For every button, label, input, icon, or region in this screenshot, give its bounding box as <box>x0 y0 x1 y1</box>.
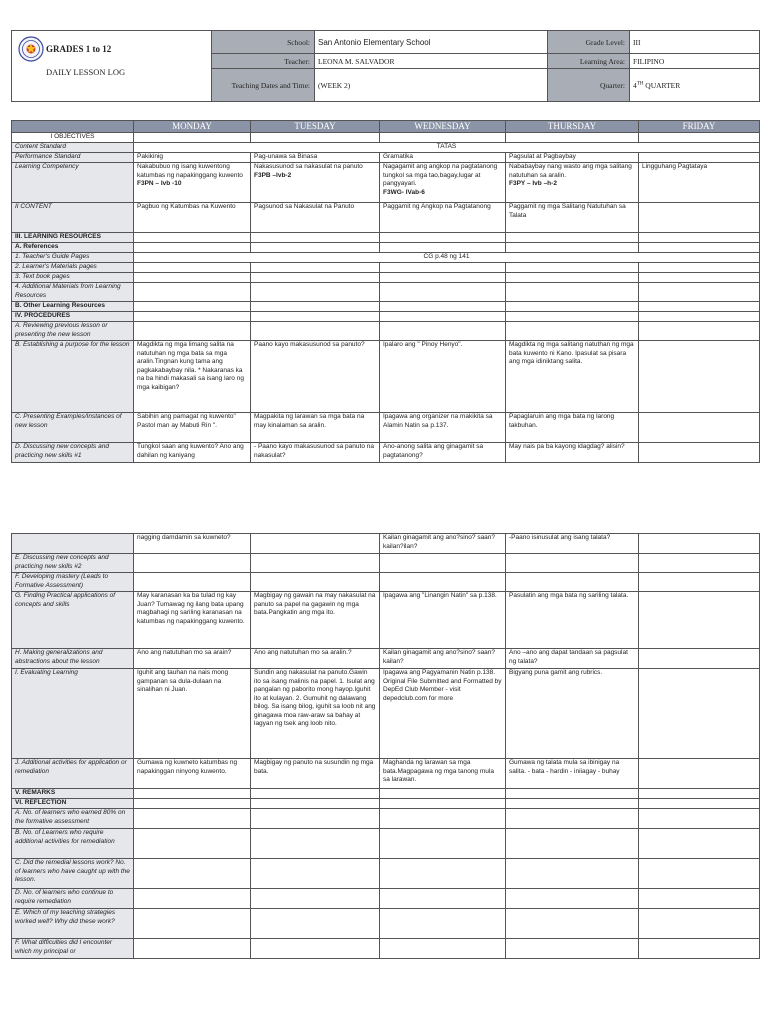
log-row <box>12 909 760 939</box>
section-heading-cell: V. REMARKS <box>12 789 134 799</box>
day-cell-friday <box>639 759 760 789</box>
empty-cell <box>134 133 251 143</box>
day-cell-tuesday <box>251 809 380 829</box>
day-cell-monday <box>134 759 251 789</box>
row-label-cell: A. Reviewing previous lesson or presenting the new lesson <box>12 322 134 341</box>
competency-code: F3WG- IVab-6 <box>383 188 425 196</box>
empty-cell <box>380 799 506 809</box>
day-header-thursday: THURSDAY <box>506 121 639 133</box>
day-cell-monday <box>134 909 251 939</box>
day-cell-thursday <box>506 443 639 463</box>
day-cell-wednesday <box>380 759 506 789</box>
day-cell-friday <box>639 273 760 283</box>
empty-cell <box>251 233 380 243</box>
deped-seal-icon <box>18 36 44 62</box>
grade-level-label: Grade Level: <box>548 31 630 54</box>
row-label-cell: C. Presenting Examples/Instances of new lesson <box>12 413 134 443</box>
day-cell-thursday <box>506 263 639 273</box>
cell-text: Gumawa ng kuwneto katumbas ng napakinggan ninyong kuwento. <box>137 759 238 775</box>
cell-text: Nababaybay nang wasto ang mga salitang natutuhan sa aralin. <box>509 163 632 179</box>
row-label-cell: 1. Teacher's Guide Pages <box>12 253 134 263</box>
row-label-cell: G. Finding Practical applications of concepts and skills <box>12 592 134 649</box>
row-label-cell: 4. Additional Materials from Learning Resources <box>12 283 134 302</box>
teaching-dates-label: Teaching Dates and Time: <box>212 69 315 102</box>
cell-text: Pasulatin ang mga bata ng sariling talata. <box>509 592 629 599</box>
empty-cell <box>506 243 639 253</box>
day-cell-wednesday <box>380 413 506 443</box>
row-label-cell: 3. Text book pages <box>12 273 134 283</box>
day-cell-tuesday <box>251 153 380 163</box>
row-label-cell: D. Discussing new concepts and practicing new skills #1 <box>12 443 134 463</box>
competency-code: F3PY – Ivb –h-2 <box>509 180 557 187</box>
empty-cell <box>639 799 760 809</box>
day-cell-friday <box>639 554 760 573</box>
day-cell-thursday <box>506 859 639 889</box>
competency-code: F3PN – Ivb -10 <box>137 180 182 187</box>
day-cell-tuesday <box>251 534 380 554</box>
day-cell-tuesday <box>251 889 380 909</box>
row-label-cell: Content Standard <box>12 143 134 153</box>
cell-text: Ano-anong salita ang ginagamit sa pagtatanong? <box>383 443 484 459</box>
day-cell-thursday <box>506 554 639 573</box>
day-cell-friday <box>639 889 760 909</box>
row-label-cell: E. Which of my teaching strategies worked well? Why did these work? <box>12 909 134 939</box>
empty-cell <box>506 799 639 809</box>
cell-text: Magbigay ng panuto na susundin ng mga bata. <box>254 759 374 775</box>
row-label-cell: J. Additional activities for application or remediation <box>12 759 134 789</box>
day-cell-monday <box>134 939 251 959</box>
log-row <box>12 939 760 959</box>
empty-cell <box>134 312 251 322</box>
section-heading-cell: A. References <box>12 243 134 253</box>
day-header-row <box>12 121 760 133</box>
empty-cell <box>380 133 506 143</box>
day-cell-thursday <box>506 163 639 203</box>
day-cell-friday <box>639 153 760 163</box>
day-cell-wednesday <box>380 283 506 302</box>
log-row <box>12 243 760 253</box>
empty-cell <box>506 789 639 799</box>
cell-text: Paggamit ng Angkop na Pagtatanong <box>383 203 491 210</box>
day-cell-wednesday <box>380 669 506 759</box>
daily-lesson-log-title: DAILY LESSON LOG <box>46 67 126 77</box>
teaching-dates-value: (WEEK 2) <box>315 69 548 102</box>
cell-text: Tungkol saan ang kuwento? Ano ang dahilan ng kaniyang <box>137 443 244 459</box>
empty-cell <box>251 799 380 809</box>
cell-text: Ipagawa ang "Linangin Natin" sa p.138. <box>383 592 497 599</box>
row-label-cell: F. What difficulties did I encounter which my principal or <box>12 939 134 959</box>
day-cell-wednesday <box>380 829 506 859</box>
quarter-label: Quarter: <box>548 69 630 102</box>
day-cell-friday <box>639 669 760 759</box>
competency-code: F3PB –Ivb-2 <box>254 171 292 179</box>
day-cell-tuesday <box>251 669 380 759</box>
day-cell-wednesday <box>380 649 506 669</box>
log-row <box>12 203 760 233</box>
log-row <box>12 312 760 322</box>
log-row <box>12 322 760 341</box>
day-cell-wednesday <box>380 273 506 283</box>
log-row <box>12 554 760 573</box>
day-cell-friday <box>639 573 760 592</box>
row-label-cell: II CONTENT <box>12 203 134 233</box>
cell-text: Paano kayo makasusunod sa panuto? <box>254 341 365 348</box>
day-cell-thursday <box>506 649 639 669</box>
log-row <box>12 341 760 413</box>
cell-text: -Paano isinusulat ang isang talata? <box>509 534 611 541</box>
day-cell-thursday <box>506 592 639 649</box>
day-cell-monday <box>134 554 251 573</box>
quarter-value: 4TH QUARTER <box>630 69 760 102</box>
day-cell-monday <box>134 341 251 413</box>
day-cell-tuesday <box>251 829 380 859</box>
section-heading-cell: VI. REFLECTION <box>12 799 134 809</box>
cell-text: Pagsulat at Pagbaybay <box>509 153 576 160</box>
cell-text: Pagbuo ng Katumbas na Kuwento <box>137 203 236 210</box>
day-cell-monday <box>134 263 251 273</box>
row-label-cell: A. No. of learners who earned 80% on the formative assessment <box>12 809 134 829</box>
day-cell-tuesday <box>251 909 380 939</box>
day-cell-thursday <box>506 273 639 283</box>
empty-cell <box>134 799 251 809</box>
cell-text: Magdikta ng mga salitang natuthan ng mga bata kuwento ni Kano. Ipasulat sa pisara ang mga idiniktang salita. <box>509 341 634 365</box>
merged-value-cell: CG p.48 ng 141 <box>134 253 760 263</box>
section-heading-cell: III. LEARNING RESOURCES <box>12 233 134 243</box>
day-cell-wednesday <box>380 859 506 889</box>
day-cell-thursday <box>506 759 639 789</box>
school-label: School: <box>212 31 315 54</box>
cell-text: Magpakita ng larawan sa mga bata na may kinalaman sa aralin. <box>254 413 365 429</box>
log-row <box>12 759 760 789</box>
cell-text: Magbigay ng gawain na may nakasulat na panuto sa papel na gagawin ng mga bata.Pangkatin ang mga ito. <box>254 592 376 616</box>
day-cell-thursday <box>506 413 639 443</box>
empty-cell <box>506 312 639 322</box>
day-cell-wednesday <box>380 554 506 573</box>
empty-cell <box>639 243 760 253</box>
day-cell-tuesday <box>251 283 380 302</box>
day-cell-friday <box>639 534 760 554</box>
empty-cell <box>134 233 251 243</box>
cell-text: Ipagawa ang Pagyamanin Natin p.138. Original File Submitted and Formatted by DepEd Club Member - visit depedclub.com for more <box>383 669 502 702</box>
day-cell-wednesday <box>380 534 506 554</box>
day-cell-friday <box>639 283 760 302</box>
day-cell-tuesday <box>251 163 380 203</box>
day-cell-thursday <box>506 909 639 939</box>
day-cell-wednesday <box>380 809 506 829</box>
empty-cell <box>251 312 380 322</box>
section-heading-cell: IV. PROCEDURES <box>12 312 134 322</box>
day-cell-friday <box>639 163 760 203</box>
log-row <box>12 253 760 263</box>
day-cell-wednesday <box>380 909 506 939</box>
row-label-cell: I. Evaluating Learning <box>12 669 134 759</box>
day-cell-tuesday <box>251 592 380 649</box>
lesson-log-table-page2 <box>11 533 760 959</box>
empty-cell <box>380 233 506 243</box>
log-row <box>12 153 760 163</box>
cell-text: Papaglaruin ang mga bata ng larong takbuhan. <box>509 413 615 429</box>
log-row <box>12 233 760 243</box>
empty-cell <box>134 789 251 799</box>
row-label-cell: F. Developing mastery (Leads to Formative Assessment) <box>12 573 134 592</box>
day-cell-friday <box>639 809 760 829</box>
day-cell-friday <box>639 263 760 273</box>
day-cell-wednesday <box>380 592 506 649</box>
day-cell-monday <box>134 829 251 859</box>
day-cell-thursday <box>506 939 639 959</box>
row-label-cell: Performance Standard <box>12 153 134 163</box>
day-cell-thursday <box>506 322 639 341</box>
day-cell-wednesday <box>380 573 506 592</box>
day-cell-monday <box>134 573 251 592</box>
log-row <box>12 573 760 592</box>
day-cell-tuesday <box>251 554 380 573</box>
day-cell-friday <box>639 859 760 889</box>
day-cell-tuesday <box>251 263 380 273</box>
empty-cell <box>134 243 251 253</box>
day-cell-tuesday <box>251 443 380 463</box>
cell-text: Pakikinig <box>137 153 164 160</box>
empty-cell <box>380 302 506 312</box>
day-cell-tuesday <box>251 273 380 283</box>
day-cell-tuesday <box>251 341 380 413</box>
empty-cell <box>639 233 760 243</box>
day-cell-monday <box>134 443 251 463</box>
day-cell-monday <box>134 163 251 203</box>
day-cell-friday <box>639 592 760 649</box>
log-row <box>12 789 760 799</box>
learning-area-label: Learning Area: <box>548 54 630 69</box>
row-label-cell: Learning Competency <box>12 163 134 203</box>
day-cell-wednesday <box>380 322 506 341</box>
cell-text: Sabihin ang pamagat ng kuwento" Pastol man ay Mabuti Rin ". <box>137 413 236 429</box>
log-row <box>12 829 760 859</box>
section-heading-cell: B. Other Learning Resources <box>12 302 134 312</box>
header-blank-cell <box>12 121 134 133</box>
school-value: San Antonio Elementary School <box>315 31 548 54</box>
day-cell-thursday <box>506 534 639 554</box>
cell-text: Lingguhang Pagtataya <box>642 163 708 170</box>
day-cell-wednesday <box>380 153 506 163</box>
day-cell-friday <box>639 322 760 341</box>
day-cell-thursday <box>506 341 639 413</box>
empty-cell <box>506 302 639 312</box>
log-row <box>12 413 760 443</box>
learning-area-value: FILIPINO <box>630 54 760 69</box>
empty-cell <box>251 302 380 312</box>
cell-text: May nais pa ba kayong idagdag? alisin? <box>509 443 625 450</box>
day-cell-monday <box>134 649 251 669</box>
day-cell-friday <box>639 413 760 443</box>
day-cell-tuesday <box>251 759 380 789</box>
empty-cell <box>251 789 380 799</box>
day-cell-wednesday <box>380 341 506 413</box>
day-cell-friday <box>639 939 760 959</box>
day-header-friday: FRIDAY <box>639 121 760 133</box>
day-cell-wednesday <box>380 939 506 959</box>
log-row <box>12 889 760 909</box>
cell-text: Maghanda ng larawan sa mga bata.Magpagawa ng mga tanong mula sa larawan. <box>383 759 494 783</box>
day-cell-monday <box>134 534 251 554</box>
empty-cell <box>639 789 760 799</box>
row-label-cell: 2. Learner's Materials pages <box>12 263 134 273</box>
day-cell-friday <box>639 829 760 859</box>
log-row <box>12 649 760 669</box>
cell-text: Gumawa ng talata mula sa ibinigay na salita. - bata - hardin - iniiagay - buhay <box>509 759 620 775</box>
row-label-cell: C. Did the remedial lessons work? No. of learners who have caught up with the lesson. <box>12 859 134 889</box>
day-cell-wednesday <box>380 443 506 463</box>
log-row <box>12 163 760 203</box>
day-cell-thursday <box>506 153 639 163</box>
cell-text: nagging damdamin sa kuwneto? <box>137 534 231 541</box>
empty-cell <box>506 233 639 243</box>
log-row <box>12 263 760 273</box>
cell-text: Bigyang puna gamit ang rubrics. <box>509 669 603 676</box>
day-cell-friday <box>639 649 760 669</box>
cell-text: Pagsunod sa Nakasulat na Panuto <box>254 203 355 210</box>
teacher-label: Teacher: <box>212 54 315 69</box>
day-cell-wednesday <box>380 203 506 233</box>
day-cell-friday <box>639 443 760 463</box>
cell-text: Iguhit ang tauhan na nais mong gampanan sa dula-dulaan na sinalihan ni Juan. <box>137 669 229 693</box>
day-cell-monday <box>134 669 251 759</box>
day-cell-friday <box>639 341 760 413</box>
day-header-monday: MONDAY <box>134 121 251 133</box>
day-cell-tuesday <box>251 939 380 959</box>
empty-cell <box>639 312 760 322</box>
cell-text: Ano –ano ang dapat tandaan sa pagsulat ng talata? <box>509 649 628 665</box>
day-cell-wednesday <box>380 263 506 273</box>
cell-text: Gramatika <box>383 153 413 160</box>
cell-text: Ipalaro ang " Pinoy Henyo". <box>383 341 463 348</box>
lesson-log-table-page1 <box>11 120 760 463</box>
day-cell-wednesday <box>380 163 506 203</box>
day-cell-monday <box>134 283 251 302</box>
empty-cell <box>380 243 506 253</box>
cell-text: Magdikta ng mga limang salita na natutuhan ng mga bata sa mga aralin.Tingnan kung tama ang pagkakabaybay nila. * Nakaranas ka na ba hindi makasali sa isang laro ng mga kaibigan? <box>137 341 244 391</box>
day-cell-tuesday <box>251 649 380 669</box>
log-row <box>12 799 760 809</box>
row-label-cell <box>12 534 134 554</box>
merged-value-cell: TATAS <box>134 143 760 153</box>
cell-text: Ano ang natutuhan mo sa arain? <box>137 649 232 656</box>
log-row <box>12 133 760 143</box>
row-label-cell: B. No. of Learners who require additional activities for remediation <box>12 829 134 859</box>
day-cell-thursday <box>506 829 639 859</box>
day-cell-monday <box>134 322 251 341</box>
empty-cell <box>639 302 760 312</box>
day-cell-friday <box>639 909 760 939</box>
log-row <box>12 859 760 889</box>
log-row <box>12 443 760 463</box>
log-row <box>12 592 760 649</box>
empty-cell <box>251 133 380 143</box>
row-label-cell: B. Establishing a purpose for the lesson <box>12 341 134 413</box>
log-row <box>12 273 760 283</box>
day-cell-monday <box>134 203 251 233</box>
cell-text: - Paano kayo makasusunod sa panuto na nakasulat? <box>254 443 374 459</box>
cell-text: Kailan ginagamit ang ano?sino? saan?kailan?ilan? <box>383 534 496 550</box>
day-cell-tuesday <box>251 203 380 233</box>
day-cell-monday <box>134 153 251 163</box>
teacher-value: LEONA M. SALVADOR <box>315 54 548 69</box>
cell-text: May karanasan ka ba tulad ng kay Juan? Tumawag ng ilang bata upang magbahagi ng sariling karanasan na katumbas ng napakinggang kuwento. <box>137 592 245 625</box>
day-cell-monday <box>134 273 251 283</box>
day-cell-friday <box>639 203 760 233</box>
day-cell-thursday <box>506 669 639 759</box>
day-header-tuesday: TUESDAY <box>251 121 380 133</box>
header-table <box>11 30 760 102</box>
cell-text: Ano ang natutuhan mo sa aralin.? <box>254 649 352 656</box>
cell-text: Sundin ang nakasulat na panuto.Gawin ito sa isang malinis na papel. 1. Isulat ang pangalan ng paborito mong hayop.Iguhit ito at kulayan. 2. Gumuhit ng dalawang bilog. Sa isang bilog, iguhit sa loob nit ang ginagawa moa raw-araw sa bahay at lagyan ng tsek ang loob nito. <box>254 669 376 727</box>
day-cell-monday <box>134 859 251 889</box>
empty-cell <box>380 789 506 799</box>
day-cell-monday <box>134 413 251 443</box>
row-label-cell: E. Discussing new concepts and practicing new skills #2 <box>12 554 134 573</box>
empty-cell <box>506 133 639 143</box>
log-row <box>12 809 760 829</box>
cell-text: Pag-unawa sa Binasa <box>254 153 318 160</box>
row-label-cell: D. No. of learners who continue to require remediation <box>12 889 134 909</box>
day-cell-thursday <box>506 573 639 592</box>
day-header-wednesday: WEDNESDAY <box>380 121 506 133</box>
day-cell-wednesday <box>380 889 506 909</box>
cell-text: Ipagawa ang organizer na makikita sa Alamin Natin sa p.137. <box>383 413 493 429</box>
log-row <box>12 143 760 153</box>
day-cell-tuesday <box>251 573 380 592</box>
day-cell-monday <box>134 809 251 829</box>
empty-cell <box>134 302 251 312</box>
log-row <box>12 534 760 554</box>
day-cell-monday <box>134 592 251 649</box>
log-row <box>12 302 760 312</box>
cell-text: Paggamit ng mga Salitang Natutuhan sa Talata <box>509 203 626 219</box>
day-cell-thursday <box>506 889 639 909</box>
section-title-cell: I OBJECTIVES <box>12 133 134 143</box>
day-cell-tuesday <box>251 413 380 443</box>
empty-cell <box>380 312 506 322</box>
day-cell-thursday <box>506 283 639 302</box>
cell-text: Nagagamit ang angkop na pagtatanong tungkol sa mga tao,bagay,lugar at pangyayari. <box>383 163 498 187</box>
day-cell-tuesday <box>251 859 380 889</box>
log-row <box>12 669 760 759</box>
day-cell-tuesday <box>251 322 380 341</box>
day-cell-thursday <box>506 203 639 233</box>
empty-cell <box>639 133 760 143</box>
cell-text: Nakasusunod sa nakasulat na panuto <box>254 163 363 170</box>
row-label-cell: H. Making generalizations and abstractions about the lesson <box>12 649 134 669</box>
grade-level-value: III <box>630 31 760 54</box>
day-cell-monday <box>134 889 251 909</box>
log-row <box>12 283 760 302</box>
day-cell-thursday <box>506 809 639 829</box>
cell-text: Kailan ginagamit ang ano?sino? saan?kailan? <box>383 649 496 665</box>
cell-text: Nakabubuo ng isang kuwentong katumbas ng napakinggang kuwento <box>137 163 243 179</box>
grades-title: GRADES 1 to 12 <box>46 44 112 54</box>
empty-cell <box>251 243 380 253</box>
